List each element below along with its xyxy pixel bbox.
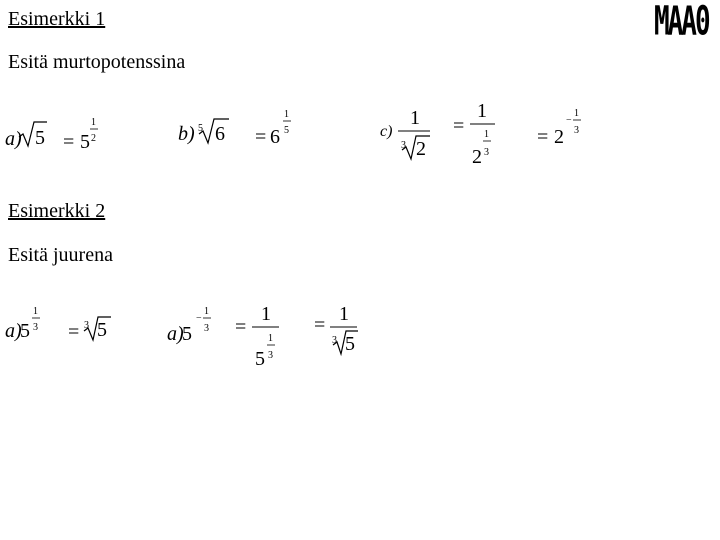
equals-sign: =	[68, 321, 80, 343]
numerator: 1	[261, 303, 271, 325]
exponent-denominator: 2	[91, 133, 96, 144]
exponent-denominator: 5	[284, 125, 289, 136]
label-a: a)	[5, 320, 22, 342]
denominator-base: 5	[255, 348, 265, 370]
numerator: 1	[339, 303, 349, 325]
base: 5	[182, 323, 192, 345]
exponent-sign: −	[566, 115, 572, 126]
exponent-numerator: 1	[33, 306, 38, 317]
root-index: 5	[198, 123, 203, 134]
example1-instruction: Esitä murtopotenssina	[8, 51, 186, 73]
root-index: 3	[84, 320, 89, 331]
logo: MAA0	[654, 0, 709, 46]
base: 6	[270, 126, 280, 148]
equals-sign: =	[537, 126, 549, 148]
exponent-numerator: 1	[91, 117, 96, 128]
equals-sign: =	[314, 314, 326, 336]
label-b: b)	[178, 123, 195, 145]
expression-2a-first	[5, 306, 111, 343]
expression-1c	[380, 100, 581, 168]
root-index: 3	[332, 335, 337, 346]
base: 5	[20, 320, 30, 342]
numerator: 1	[477, 100, 487, 122]
exponent-numerator: 1	[484, 129, 489, 140]
example2-heading: Esimerkki 2	[8, 200, 106, 222]
exponent-numerator: 1	[284, 109, 289, 120]
exponent-denominator: 3	[484, 147, 489, 158]
equals-sign: =	[235, 316, 247, 338]
radicand: 6	[215, 123, 225, 145]
exponent-numerator: 1	[204, 306, 209, 317]
base: 5	[80, 131, 90, 153]
exponent-numerator: 1	[574, 108, 579, 119]
expression-2a-second	[167, 303, 358, 370]
equals-sign: =	[63, 131, 75, 153]
radicand: 5	[345, 333, 355, 355]
numerator: 1	[410, 107, 420, 129]
denominator-base: 2	[472, 146, 482, 168]
expression-1b	[178, 109, 291, 148]
example2-instruction: Esitä juurena	[8, 244, 113, 266]
radicand: 2	[416, 138, 426, 160]
equals-sign: =	[453, 115, 465, 137]
root-index: 3	[401, 140, 406, 151]
equals-sign: =	[255, 126, 267, 148]
exponent-denominator: 3	[204, 323, 209, 334]
exponent-numerator: 1	[268, 333, 273, 344]
radicand: 5	[35, 127, 45, 149]
label-a: a)	[167, 323, 184, 345]
exponent-sign: −	[196, 313, 202, 324]
label-a: a)	[5, 128, 22, 150]
expression-1a	[5, 117, 98, 153]
base: 2	[554, 126, 564, 148]
example1-heading: Esimerkki 1	[8, 8, 106, 30]
label-c: c)	[380, 123, 393, 140]
exponent-denominator: 3	[33, 322, 38, 333]
exponent-denominator: 3	[574, 125, 579, 136]
radicand: 5	[97, 319, 107, 341]
exponent-denominator: 3	[268, 350, 273, 361]
